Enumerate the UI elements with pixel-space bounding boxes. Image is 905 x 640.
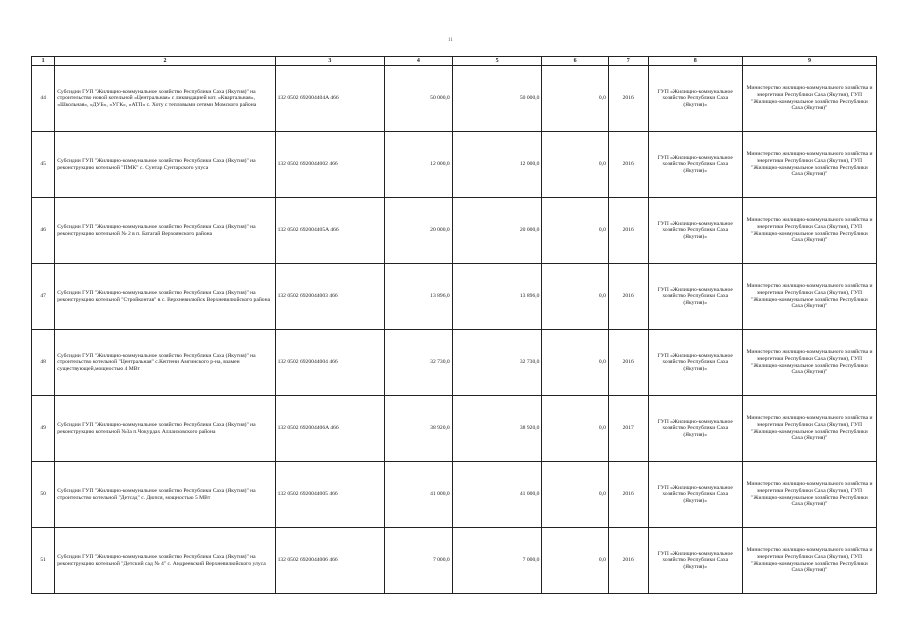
row-amount-total: 13 896,0 [385,264,453,330]
page-number: 11 [448,38,453,43]
row-amount-other: 0,0 [542,264,608,330]
row-responsible: Министерство жилищно-коммунального хозяйства и энергетики Республики Саха (Якутия), ГУП "Жилищно-коммунальное хозяйство Республики Саха (Якутия)" [742,396,876,462]
row-code: 132 0502 692004406A 466 [275,396,385,462]
program-table [31,56,877,594]
row-amount-total: 41 000,0 [385,462,453,528]
row-name: Субсидии ГУП "Жилищно-коммунальное хозяйство Республики Саха (Якутия)" на строительство котельной "Центральная" с.Кептени Амгинского р-на, взамен существующей,мощностью 4 МВт [55,330,275,396]
row-number: 51 [32,528,55,594]
row-executor: ГУП «Жилищно-коммунальное хозяйство Республики Саха (Якутия)» [648,198,742,264]
row-name: Субсидии ГУП "Жилищно-коммунальное хозяйство Республики Саха (Якутия)" на строительство котельной "Детсад" с. Дюпся, мощностью 5 МВт [55,462,275,528]
header-cell: 6 [542,57,608,66]
row-responsible: Министерство жилищно-коммунального хозяйства и энергетики Республики Саха (Якутия), ГУП "Жилищно-коммунальное хозяйство Республики Саха (Якутия)" [742,132,876,198]
row-executor: ГУП «Жилищно-коммунальное хозяйство Республики Саха (Якутия)» [648,330,742,396]
row-amount-budget: 12 000,0 [452,132,542,198]
row-responsible: Министерство жилищно-коммунального хозяйства и энергетики Республики Саха (Якутия), ГУП "Жилищно-коммунальное хозяйство Республики Саха (Якутия)" [742,462,876,528]
row-responsible: Министерство жилищно-коммунального хозяйства и энергетики Республики Саха (Якутия), ГУП "Жилищно-коммунальное хозяйство Республики Саха (Якутия)" [742,330,876,396]
row-year: 2016 [608,132,648,198]
row-amount-other: 0,0 [542,198,608,264]
header-cell: 3 [275,57,385,66]
row-amount-budget: 13 896,0 [452,264,542,330]
row-name: Субсидии ГУП "Жилищно-коммунальное хозяйство Республики Саха (Якутия)" на реконструкцию котельной № 2 в п. Батагай Верхоянского района [55,198,275,264]
table-row [32,396,877,462]
table-row [32,264,877,330]
row-responsible: Министерство жилищно-коммунального хозяйства и энергетики Республики Саха (Якутия), ГУП "Жилищно-коммунальное хозяйство Республики Саха (Якутия)" [742,528,876,594]
header-cell: 5 [452,57,542,66]
header-row [32,57,877,66]
row-amount-budget: 7 000,0 [452,528,542,594]
row-amount-budget: 32 730,0 [452,330,542,396]
row-number: 45 [32,132,55,198]
row-amount-total: 20 000,0 [385,198,453,264]
row-code: 132 0502 6920044004 466 [275,330,385,396]
row-amount-budget: 38 920,0 [452,396,542,462]
row-number: 44 [32,66,55,132]
row-amount-other: 0,0 [542,528,608,594]
row-amount-budget: 20 000,0 [452,198,542,264]
row-executor: ГУП «Жилищно-коммунальное хозяйство Республики Саха (Якутия)» [648,462,742,528]
table-row [32,132,877,198]
header-cell: 2 [55,57,275,66]
header-cell: 1 [32,57,55,66]
row-amount-total: 32 730,0 [385,330,453,396]
row-year: 2016 [608,264,648,330]
row-executor: ГУП «Жилищно-коммунальное хозяйство Республики Саха (Якутия)» [648,396,742,462]
row-year: 2016 [608,528,648,594]
row-amount-other: 0,0 [542,132,608,198]
row-executor: ГУП «Жилищно-коммунальное хозяйство Республики Саха (Якутия)» [648,132,742,198]
row-executor: ГУП «Жилищно-коммунальное хозяйство Республики Саха (Якутия)» [648,66,742,132]
row-code: 132 0502 6920044006 466 [275,528,385,594]
row-year: 2016 [608,198,648,264]
header-cell: 8 [648,57,742,66]
table-row [32,330,877,396]
row-year: 2017 [608,396,648,462]
table-row [32,462,877,528]
row-year: 2016 [608,66,648,132]
row-code: 132 0502 6920044003 466 [275,264,385,330]
row-number: 49 [32,396,55,462]
row-name: Субсидии ГУП "Жилищно-коммунальное хозяйство Республики Саха (Якутия)" на реконструкцию котельной "Детский сад № 4" с. Андреевский Верхневилюйского улуса [55,528,275,594]
row-name: Субсидии ГУП "Жилищно-коммунальное хозяйство Республики Саха (Якутия)" на реконструкцию котельной "Стройконтав" в с. Верхневилюйск Верхневилюйского района [55,264,275,330]
table-row [32,198,877,264]
row-code: 132 0502 692004404A 466 [275,66,385,132]
row-number: 47 [32,264,55,330]
row-amount-total: 50 000,0 [385,66,453,132]
row-responsible: Министерство жилищно-коммунального хозяйства и энергетики Республики Саха (Якутия), ГУП "Жилищно-коммунальное хозяйство Республики Саха (Якутия)" [742,66,876,132]
row-name: Субсидии ГУП "Жилищно-коммунальное хозяйство Республики Саха (Якутия)" на реконструкцию котельной "ПМК" с. Сунтар Сунтарского улуса [55,132,275,198]
row-code: 132 0502 692004405A 466 [275,198,385,264]
row-number: 50 [32,462,55,528]
row-amount-total: 12 000,0 [385,132,453,198]
row-executor: ГУП «Жилищно-коммунальное хозяйство Республики Саха (Якутия)» [648,528,742,594]
header-cell: 4 [385,57,453,66]
row-amount-other: 0,0 [542,66,608,132]
row-responsible: Министерство жилищно-коммунального хозяйства и энергетики Республики Саха (Якутия), ГУП "Жилищно-коммунальное хозяйство Республики Саха (Якутия)" [742,198,876,264]
row-year: 2016 [608,462,648,528]
row-amount-other: 0,0 [542,462,608,528]
row-year: 2016 [608,330,648,396]
row-amount-other: 0,0 [542,396,608,462]
row-number: 48 [32,330,55,396]
row-amount-budget: 41 000,0 [452,462,542,528]
row-code: 132 0502 6920044002 466 [275,132,385,198]
row-amount-total: 7 000,0 [385,528,453,594]
row-amount-budget: 50 000,0 [452,66,542,132]
row-amount-other: 0,0 [542,330,608,396]
row-name: Субсидии ГУП "Жилищно-коммунальное хозяйство Республики Саха (Якутия)" на строительство новой котельной «Центральная» с ликвидацией кот. «Квартальная», «Школьная», «ДУБ», «УГК», «АТП» с. Хоту с тепловыми сетями Момского района [55,66,275,132]
row-number: 46 [32,198,55,264]
table-row [32,528,877,594]
row-code: 132 0502 6920044005 466 [275,462,385,528]
header-cell: 9 [742,57,876,66]
table-row [32,66,877,132]
row-name: Субсидии ГУП "Жилищно-коммунальное хозяйство Республики Саха (Якутия)" на реконструкцию котельной №3а п.Чокурдах Аллаиховского района [55,396,275,462]
row-responsible: Министерство жилищно-коммунального хозяйства и энергетики Республики Саха (Якутия), ГУП "Жилищно-коммунальное хозяйство Республики Саха (Якутия)" [742,264,876,330]
header-cell: 7 [608,57,648,66]
row-executor: ГУП «Жилищно-коммунальное хозяйство Республики Саха (Якутия)» [648,264,742,330]
row-amount-total: 38 920,0 [385,396,453,462]
